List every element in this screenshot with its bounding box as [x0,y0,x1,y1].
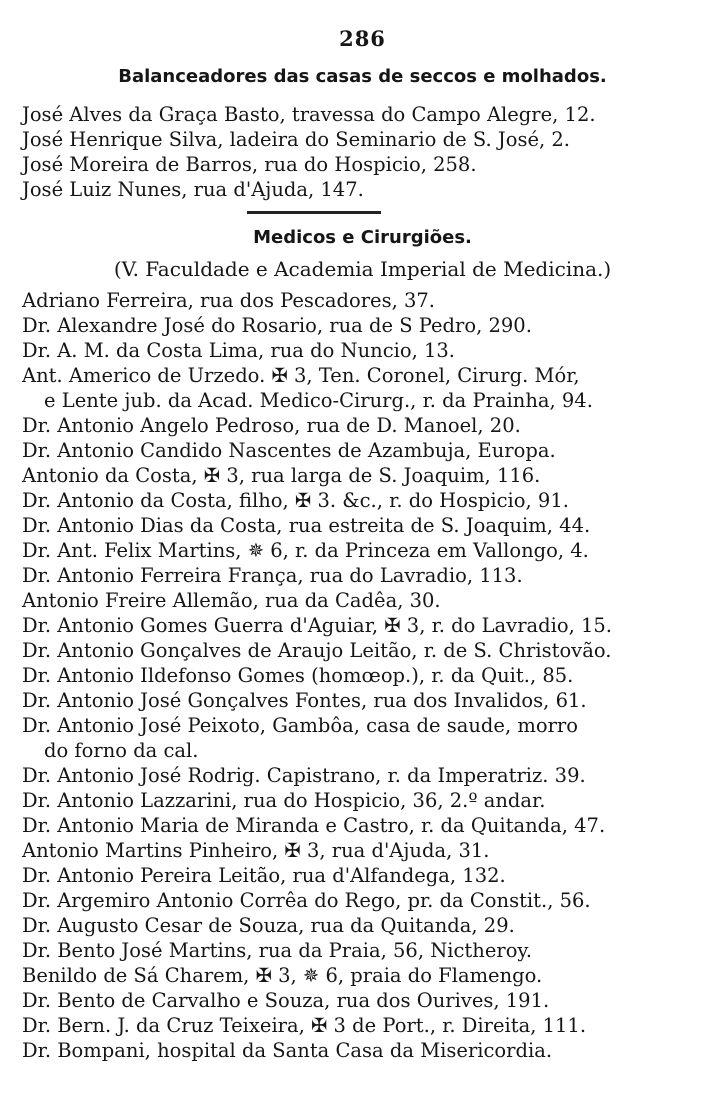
entry-text: Dr. Antonio José Peixoto, Gambôa, casa de saude, morro [22,714,578,737]
list-item [22,513,712,538]
list-item [22,438,712,463]
list-item [22,688,712,713]
entry-text: Dr. Antonio Gonçalves de Araujo Leitão, r. de S. Christovão. [22,639,612,662]
entry-text: Dr. Antonio José Rodrig. Capistrano, r. da Imperatriz. 39. [22,764,586,787]
list-item [22,563,712,588]
entry-text: Dr. Alexandre José do Rosario, rua de S Pedro, 290. [22,314,532,337]
entry-text: Ant. Americo de Urzedo. ✠ 3, Ten. Coronel, Cirurg. Mór, [22,364,580,387]
list-item [22,538,712,563]
balanceadores-list [22,102,712,202]
list-item [22,838,712,863]
list-item: José Alves da Graça Basto, travessa do Campo Alegre, 12. [22,103,596,126]
entry-text: Dr. Argemiro Antonio Corrêa do Rego, pr. da Constit., 56. [22,889,591,912]
list-item [22,988,712,1013]
entry-text: Dr. Ant. Felix Martins, ✵ 6, r. da Princeza em Vallongo, 4. [22,539,589,562]
entry-text: Dr. Antonio Gomes Guerra d'Aguiar, ✠ 3, r. do Lavradio, 15. [22,614,613,637]
entry-text: Antonio da Costa, ✠ 3, rua larga de S. Joaquim, 116. [22,464,541,487]
list-item [22,1038,712,1063]
entry-text: Dr. Antonio da Costa, filho, ✠ 3. &c., r. do Hospicio, 91. [22,489,569,512]
entry-text: Dr. Antonio Lazzarini, rua do Hospicio, 36, 2.º andar. [22,789,546,812]
list-item: José Luiz Nunes, rua d'Ajuda, 147. [22,178,364,201]
section-title-medicos: Medicos e Cirurgiões. [253,227,472,248]
list-item [22,788,712,813]
list-item [22,588,712,613]
entry-text: Dr. Antonio Pereira Leitão, rua d'Alfandega, 132. [22,864,506,887]
entry-text: Dr. Antonio Angelo Pedroso, rua de D. Manoel, 20. [22,414,521,437]
entry-text: Dr. Bompani, hospital da Santa Casa da Misericordia. [22,1039,553,1062]
list-item [22,963,712,988]
list-item [22,463,712,488]
list-item [22,913,712,938]
list-item [22,663,712,688]
list-item [22,313,712,338]
entry-text: Dr. Antonio Candido Nascentes de Azambuja, Europa. [22,439,556,462]
list-item [22,938,712,963]
list-item [22,288,712,313]
entry-text: Dr. A. M. da Costa Lima, rua do Nuncio, 13. [22,339,455,362]
medicos-list [22,288,712,1063]
entry-text: Dr. Augusto Cesar de Souza, rua da Quitanda, 29. [22,914,515,937]
entry-text: Dr. Antonio Ildefonso Gomes (homœop.), r. da Quit., 85. [22,664,574,687]
entry-text: Dr. Bento José Martins, rua da Praia, 56, Nictheroy. [22,939,533,962]
section-reference-note: (V. Faculdade e Academia Imperial de Medicina.) [113,257,612,281]
entry-text: Dr. Bento de Carvalho e Souza, rua dos Ourives, 191. [22,989,550,1012]
entry-text: Dr. Antonio Dias da Costa, rua estreita de S. Joaquim, 44. [22,514,591,537]
list-item [22,1013,712,1038]
section-title-balanceadores: Balanceadores das casas de seccos e molhados. [118,66,607,87]
list-item: José Henrique Silva, ladeira do Seminario de S. José, 2. [22,128,570,151]
list-item [22,363,712,413]
list-item [22,488,712,513]
entry-text: Adriano Ferreira, rua dos Pescadores, 37. [22,289,435,312]
entry-text: Dr. Bern. J. da Cruz Teixeira, ✠ 3 de Port., r. Direita, 111. [22,1014,587,1037]
list-item [22,863,712,888]
list-item [22,763,712,788]
entry-text: Antonio Freire Allemão, rua da Cadêa, 30. [22,589,441,612]
page-number: 286 [339,26,386,51]
list-item [22,613,712,638]
entry-text: Dr. Antonio José Gonçalves Fontes, rua dos Invalidos, 61. [22,689,587,712]
entry-text: Antonio Martins Pinheiro, ✠ 3, rua d'Ajuda, 31. [22,839,490,862]
list-item [22,813,712,838]
entry-text: Dr. Antonio Maria de Miranda e Castro, r. da Quitanda, 47. [22,814,606,837]
entry-continuation: e Lente jub. da Acad. Medico-Cirurg., r. da Prainha, 94. [44,389,593,412]
entry-text: Dr. Antonio Ferreira França, rua do Lavradio, 113. [22,564,523,587]
list-item [22,713,712,763]
section-divider [247,211,381,214]
entry-text: Benildo de Sá Charem, ✠ 3, ✵ 6, praia do Flamengo. [22,964,543,987]
list-item [22,413,712,438]
list-item [22,638,712,663]
list-item [22,338,712,363]
entry-continuation: do forno da cal. [44,739,199,762]
list-item: José Moreira de Barros, rua do Hospicio, 258. [22,153,477,176]
list-item [22,888,712,913]
